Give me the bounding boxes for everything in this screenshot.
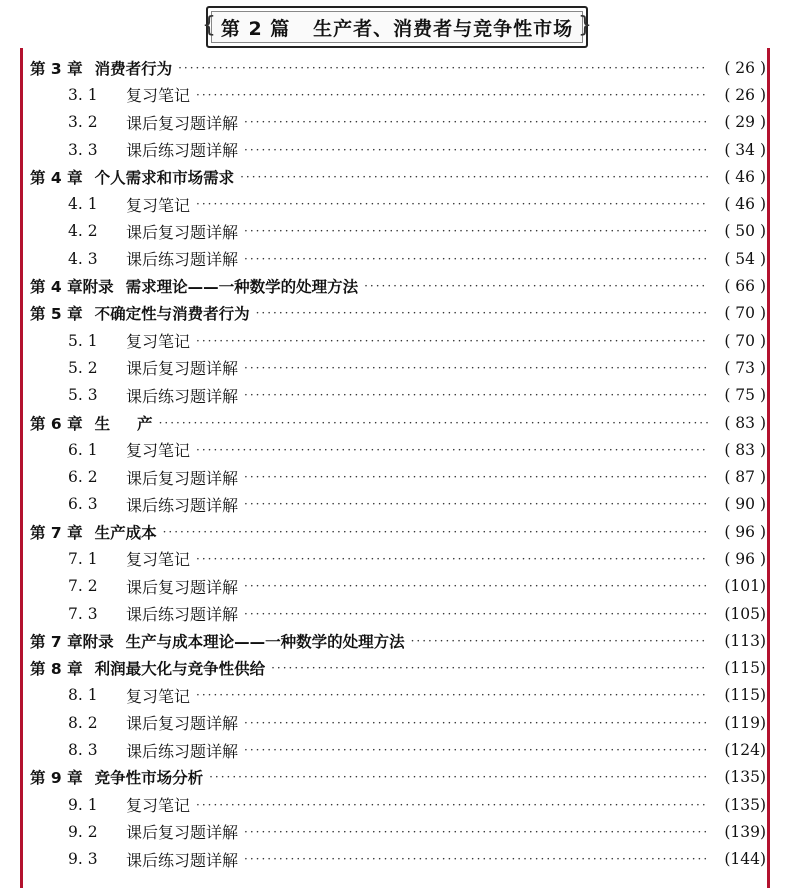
toc-chapter-entry[interactable] — [30, 655, 766, 682]
toc-entry-number: 5. 3 — [68, 386, 98, 405]
toc-entry-title: 生产成本 — [94, 523, 157, 542]
toc-entry-number: 第 7 章附录 — [30, 632, 114, 651]
toc-entry-title: 课后练习题详解 — [126, 250, 239, 270]
toc-entry-number: 第 9 章 — [30, 769, 83, 788]
toc-entry-title: 复习笔记 — [126, 796, 191, 816]
toc-page-number: ( 70 ) — [724, 331, 766, 350]
toc-entry-number: 3. 2 — [68, 113, 98, 132]
toc-page-number: ( 26 ) — [724, 58, 766, 77]
toc-entry-number: 3. 1 — [68, 85, 98, 104]
toc-entry-title: 不确定性与消费者行为 — [94, 305, 250, 324]
toc-entry-title: 竞争性市场分析 — [94, 769, 204, 788]
toc-entry-number: 第 6 章 — [30, 414, 83, 433]
dot-leader — [244, 606, 708, 622]
toc-entry-title: 课后练习题详解 — [126, 141, 239, 161]
toc-section-entry[interactable] — [30, 682, 766, 709]
toc-entry-title: 课后复习题详解 — [126, 823, 239, 843]
dot-leader — [271, 660, 708, 676]
toc-entry-number: 第 7 章 — [30, 523, 83, 542]
toc-entry-title: 课后复习题详解 — [126, 222, 239, 242]
toc-entry-title: 课后复习题详解 — [126, 577, 239, 597]
toc-page-number: ( 83 ) — [724, 413, 766, 432]
toc-page-number: (144) — [724, 850, 766, 869]
toc-page-number: ( 46 ) — [724, 195, 766, 214]
toc-page-number: (119) — [724, 713, 766, 732]
toc-entry-number: 8. 3 — [68, 741, 98, 760]
toc-chapter-entry[interactable] — [30, 518, 766, 545]
toc-section-entry[interactable] — [30, 190, 766, 217]
toc-section-entry[interactable] — [30, 327, 766, 354]
dot-leader — [256, 305, 708, 321]
toc-entry-number: 7. 2 — [68, 577, 98, 596]
toc-section-entry[interactable] — [30, 818, 766, 845]
toc-entry-number: 9. 1 — [68, 795, 98, 814]
toc-page-number: ( 34 ) — [724, 140, 766, 159]
toc-section-entry[interactable] — [30, 545, 766, 572]
dot-leader — [196, 87, 708, 103]
toc-page-number: (101) — [724, 577, 766, 596]
toc-entry-title: 课后复习题详解 — [126, 359, 239, 379]
part-title-banner — [202, 6, 592, 48]
toc-section-entry[interactable] — [30, 218, 766, 245]
toc-chapter-entry[interactable] — [30, 627, 766, 654]
dot-leader — [209, 769, 708, 785]
toc-entry-number: 6. 1 — [68, 440, 98, 459]
toc-page-number: ( 46 ) — [724, 167, 766, 186]
toc-section-entry[interactable] — [30, 736, 766, 763]
toc-section-entry[interactable] — [30, 109, 766, 136]
dot-leader — [196, 442, 708, 458]
dot-leader — [244, 715, 708, 731]
toc-entry-title: 课后练习题详解 — [126, 495, 239, 515]
toc-page-number: (113) — [724, 631, 766, 650]
scroll-curl-left-icon: { — [202, 13, 216, 38]
dot-leader — [196, 687, 708, 703]
dot-leader — [244, 114, 708, 130]
toc-entry-number: 第 4 章附录 — [30, 278, 114, 297]
toc-page-number: ( 26 ) — [724, 85, 766, 104]
toc-section-entry[interactable] — [30, 709, 766, 736]
toc-entry-number: 第 8 章 — [30, 660, 83, 679]
toc-page-number: ( 50 ) — [724, 222, 766, 241]
toc-entry-title: 消费者行为 — [94, 59, 173, 78]
toc-page-number: ( 83 ) — [724, 440, 766, 459]
toc-page-number: ( 90 ) — [724, 495, 766, 514]
toc-page-number: (115) — [724, 686, 766, 705]
page-frame-right — [767, 48, 770, 888]
dot-leader — [244, 742, 708, 758]
dot-leader — [364, 278, 708, 294]
toc-entry-title: 需求理论——一种数学的处理方法 — [125, 278, 359, 297]
toc-entry-number: 9. 3 — [68, 850, 98, 869]
scroll-curl-right-icon: } — [578, 13, 592, 38]
toc-entry-title: 复习笔记 — [126, 686, 191, 706]
toc-section-entry[interactable] — [30, 436, 766, 463]
dot-leader — [244, 142, 708, 158]
toc-section-entry[interactable] — [30, 463, 766, 490]
toc-chapter-entry[interactable] — [30, 300, 766, 327]
toc-section-entry[interactable] — [30, 491, 766, 518]
toc-entry-number: 第 4 章 — [30, 168, 83, 187]
toc-entry-number: 8. 1 — [68, 686, 98, 705]
toc-entry-title: 课后复习题详解 — [126, 714, 239, 734]
toc-entry-number: 6. 2 — [68, 468, 98, 487]
toc-chapter-entry[interactable] — [30, 764, 766, 791]
toc-entry-title: 课后练习题详解 — [126, 850, 239, 870]
toc-page-number: ( 96 ) — [724, 549, 766, 568]
dot-leader — [163, 524, 708, 540]
toc-section-entry[interactable] — [30, 81, 766, 108]
dot-leader — [244, 360, 708, 376]
toc-entry-title: 复习笔记 — [126, 441, 191, 461]
dot-leader — [244, 469, 708, 485]
toc-section-entry[interactable] — [30, 573, 766, 600]
toc-entry-title: 复习笔记 — [126, 332, 191, 352]
table-of-contents — [30, 54, 766, 873]
dot-leader — [196, 196, 708, 212]
toc-entry-number: 4. 1 — [68, 195, 98, 214]
toc-chapter-entry[interactable] — [30, 163, 766, 190]
toc-section-entry[interactable] — [30, 354, 766, 381]
dot-leader — [178, 60, 708, 76]
dot-leader — [244, 387, 708, 403]
toc-entry-number: 4. 3 — [68, 249, 98, 268]
toc-page-number: (115) — [724, 659, 766, 678]
toc-page-number: ( 29 ) — [724, 113, 766, 132]
toc-entry-title: 课后复习题详解 — [126, 113, 239, 133]
toc-entry-number: 7. 1 — [68, 549, 98, 568]
toc-page-number: (135) — [724, 768, 766, 787]
toc-entry-number: 6. 3 — [68, 495, 98, 514]
toc-chapter-entry[interactable] — [30, 272, 766, 299]
dot-leader — [240, 169, 708, 185]
toc-entry-number: 5. 1 — [68, 331, 98, 350]
toc-page-number: (139) — [724, 822, 766, 841]
toc-page-number: ( 70 ) — [724, 304, 766, 323]
toc-entry-title: 生产与成本理论——一种数学的处理方法 — [125, 632, 405, 651]
toc-page-number: ( 87 ) — [724, 468, 766, 487]
page-frame-left — [20, 48, 23, 888]
toc-entry-title: 复习笔记 — [126, 550, 191, 570]
dot-leader — [411, 633, 708, 649]
toc-entry-number: 7. 3 — [68, 604, 98, 623]
toc-entry-title: 复习笔记 — [126, 195, 191, 215]
dot-leader — [196, 333, 708, 349]
dot-leader — [244, 851, 708, 867]
toc-entry-title: 课后练习题详解 — [126, 605, 239, 625]
toc-entry-title: 复习笔记 — [126, 86, 191, 106]
dot-leader — [244, 496, 708, 512]
toc-section-entry[interactable] — [30, 245, 766, 272]
dot-leader — [244, 824, 708, 840]
toc-entry-number: 5. 2 — [68, 358, 98, 377]
toc-page-number: ( 73 ) — [724, 358, 766, 377]
toc-section-entry[interactable] — [30, 791, 766, 818]
toc-chapter-entry[interactable] — [30, 54, 766, 81]
toc-section-entry[interactable] — [30, 600, 766, 627]
dot-leader — [244, 223, 708, 239]
dot-leader — [244, 578, 708, 594]
toc-page-number: (135) — [724, 795, 766, 814]
toc-entry-title: 个人需求和市场需求 — [94, 168, 235, 187]
toc-page-number: ( 66 ) — [724, 277, 766, 296]
toc-entry-title: 课后练习题详解 — [126, 386, 239, 406]
toc-entry-number: 第 5 章 — [30, 305, 83, 324]
toc-entry-number: 9. 2 — [68, 822, 98, 841]
toc-entry-number: 第 3 章 — [30, 59, 83, 78]
toc-page-number: ( 75 ) — [724, 386, 766, 405]
toc-page-number: (124) — [724, 741, 766, 760]
toc-section-entry[interactable] — [30, 382, 766, 409]
toc-page-number: ( 96 ) — [724, 522, 766, 541]
toc-section-entry[interactable] — [30, 846, 766, 873]
dot-leader — [244, 251, 708, 267]
toc-entry-title: 课后练习题详解 — [126, 741, 239, 761]
toc-chapter-entry[interactable] — [30, 409, 766, 436]
toc-section-entry[interactable] — [30, 136, 766, 163]
toc-entry-title: 生 产 — [94, 414, 153, 433]
toc-page-number: ( 54 ) — [724, 249, 766, 268]
dot-leader — [196, 797, 708, 813]
toc-entry-title: 利润最大化与竞争性供给 — [94, 660, 266, 679]
toc-entry-title: 课后复习题详解 — [126, 468, 239, 488]
toc-entry-number: 8. 2 — [68, 713, 98, 732]
dot-leader — [159, 415, 708, 431]
part-title: 第 2 篇 生产者、消费者与竞争性市场 — [220, 18, 574, 40]
toc-entry-number: 4. 2 — [68, 222, 98, 241]
toc-entry-number: 3. 3 — [68, 140, 98, 159]
dot-leader — [196, 551, 708, 567]
toc-page-number: (105) — [724, 604, 766, 623]
